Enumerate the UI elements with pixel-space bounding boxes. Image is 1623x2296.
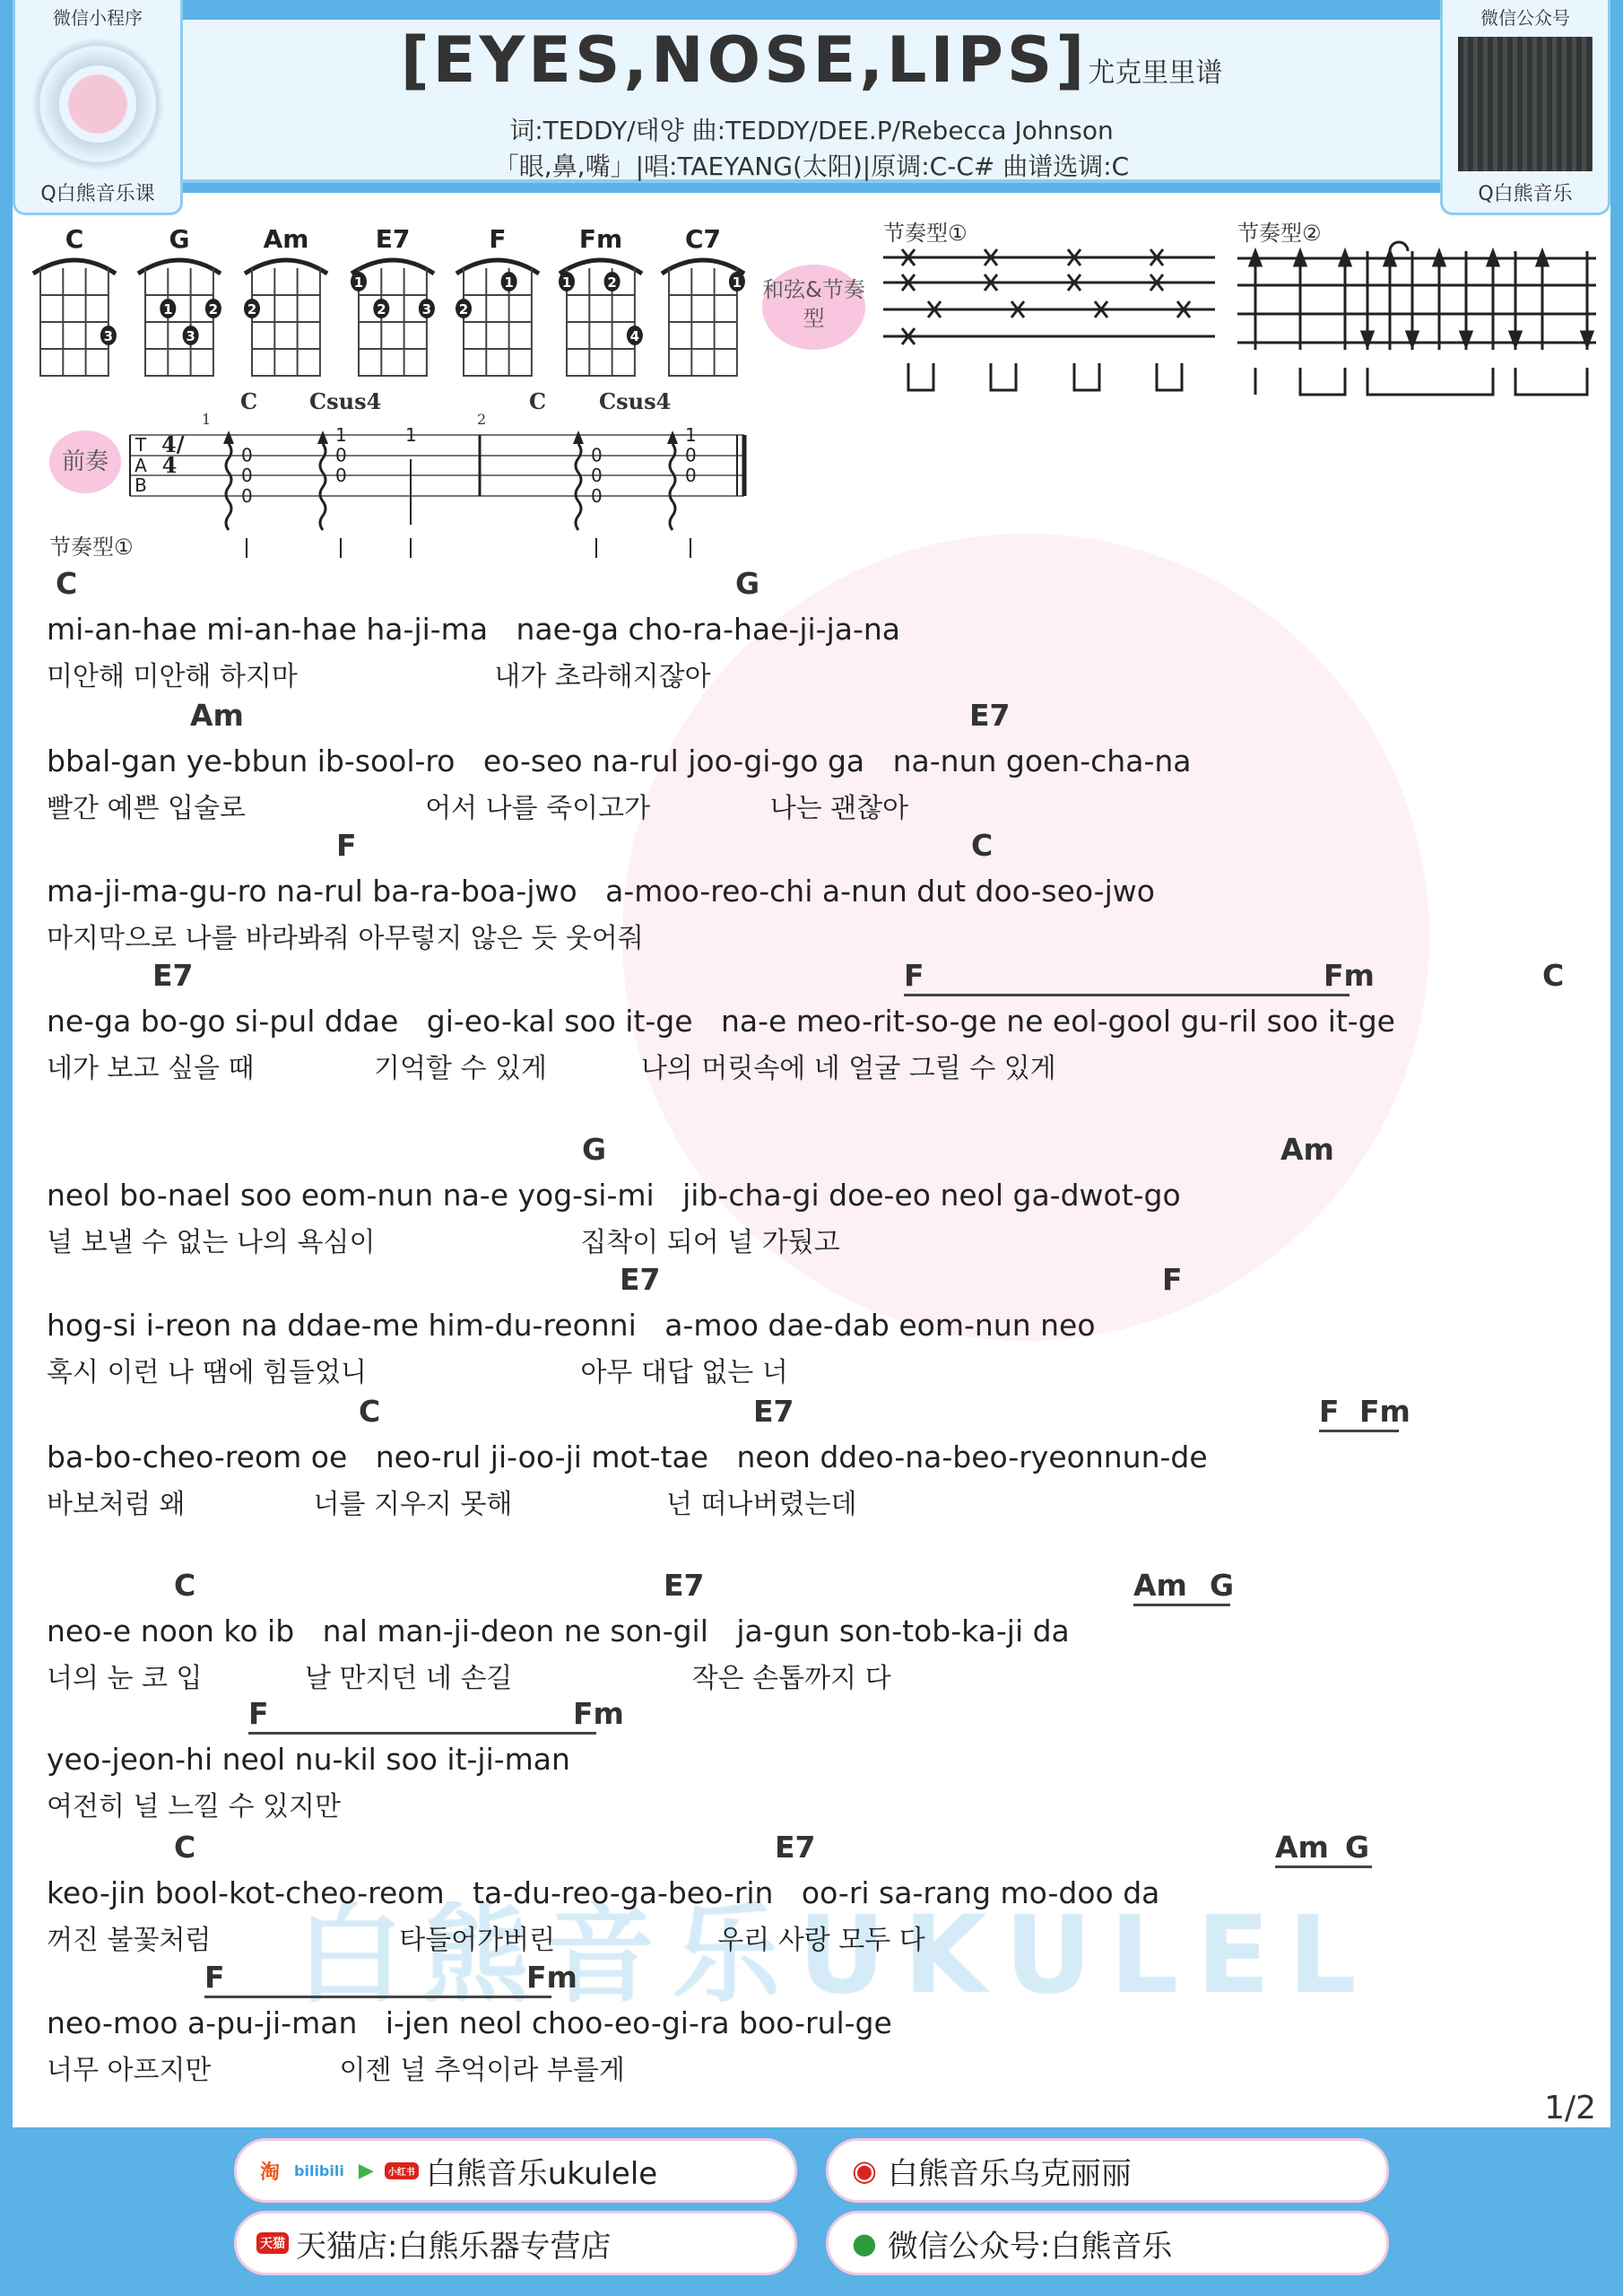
chord-span-underline — [1275, 1866, 1372, 1868]
chord-label: E7 — [152, 958, 194, 993]
arpeggio-icon — [320, 444, 325, 530]
chord-label: C — [971, 828, 994, 863]
miniprogram-qr[interactable] — [13, 0, 183, 215]
wechat-qr[interactable] — [1440, 0, 1610, 215]
up-arrow-icon — [1340, 251, 1350, 265]
qr-caption: Q白熊音乐课 — [40, 183, 155, 205]
chord-label: E7 — [969, 698, 1011, 733]
svg-text:4: 4 — [629, 328, 640, 344]
rhythm-pattern-1 — [879, 247, 1219, 399]
romanized-lyric: mi-an-hae mi-an-hae ha-ji-ma nae-ga cho-ra-hae-ji-ja-na — [47, 612, 901, 647]
intro-badge: 前奏 — [49, 430, 121, 493]
svg-text:1: 1 — [561, 274, 572, 291]
qr-code-icon — [30, 37, 165, 171]
title-panel — [170, 20, 1453, 183]
svg-text:2: 2 — [458, 301, 469, 317]
tab-fret: 0 — [591, 484, 603, 507]
chord-label: E7 — [753, 1394, 794, 1429]
qr-code-icon — [1458, 37, 1593, 171]
social-accounts-pill[interactable] — [234, 2138, 797, 2203]
chord-label: Fm — [1324, 958, 1375, 993]
weibo-account-name: 白熊音乐乌克丽丽 — [887, 2155, 1132, 2192]
down-arrow-icon — [1510, 332, 1521, 346]
measure-number: 1 — [202, 411, 212, 428]
time-signature: 4/4 — [161, 431, 185, 478]
bilibili-icon: bilibili — [294, 2161, 344, 2179]
chord-diagram-F — [453, 256, 542, 381]
romanized-lyric: neo-moo a-pu-ji-man i-jen neol choo-eo-gi-ra boo-rul-ge — [47, 2005, 892, 2040]
tab-fret: 0 — [685, 444, 697, 466]
chord-label: Fm — [1359, 1394, 1410, 1429]
chord-name: C7 — [684, 224, 722, 254]
tab-clef: TAB — [135, 434, 147, 496]
intro-tab — [126, 404, 771, 561]
svg-text:3: 3 — [421, 301, 432, 317]
svg-text:2: 2 — [208, 301, 219, 317]
chord-label: Am — [1275, 1830, 1329, 1865]
intro-chord: C — [240, 388, 258, 414]
chord-label: E7 — [620, 1262, 661, 1297]
chord-label: C — [174, 1568, 196, 1603]
wechat-pill[interactable] — [826, 2211, 1389, 2275]
wechat-account-name: 微信公众号:白熊音乐 — [887, 2228, 1173, 2265]
pattern-note: 节奏型① — [49, 535, 134, 560]
chord-label: F — [248, 1696, 269, 1731]
korean-lyric: 널 보낼 수 없는 나의 욕심이 집착이 되어 널 가뒀고 — [47, 1227, 840, 1258]
credits-line: 词:TEDDY/태양 曲:TEDDY/DEE.P/Rebecca Johnson — [509, 116, 1114, 145]
chord-label: G — [1210, 1568, 1235, 1603]
xiaohongshu-icon: 小红书 — [385, 2162, 419, 2179]
chord-rhythm-badge: 和弦&节奏型 — [762, 265, 865, 350]
svg-text:1: 1 — [504, 274, 514, 291]
korean-lyric: 너무 아프지만 이젠 널 추억이라 부를게 — [47, 2055, 625, 2086]
chord-span-underline — [904, 994, 1350, 996]
up-arrow-icon — [1250, 251, 1261, 265]
qr-caption: Q白熊音乐 — [1478, 183, 1573, 205]
chord-diagram-G — [135, 256, 224, 381]
video-play-icon: ▶ — [358, 2159, 374, 2182]
page-number: 1/2 — [1544, 2090, 1596, 2126]
arpeggio-icon — [576, 444, 581, 530]
up-arrow-icon — [1488, 251, 1498, 265]
song-info-line: 「眼,鼻,嘴」|唱:TAEYANG(太阳)|原调:C-C# 曲谱选调:C — [493, 152, 1130, 181]
chord-diagram-E7 — [348, 256, 438, 381]
chord-label: Am — [1133, 1568, 1187, 1603]
header — [0, 0, 1623, 205]
svg-text:3: 3 — [103, 328, 114, 344]
chord-label: F — [336, 828, 357, 863]
intro-chord: Csus4 — [309, 388, 382, 414]
korean-lyric: 마지막으로 나를 바라봐줘 아무렇지 않은 듯 웃어줘 — [47, 923, 644, 954]
svg-text:2: 2 — [607, 274, 617, 291]
chord-label: Fm — [526, 1960, 577, 1995]
chord-label: F — [904, 958, 924, 993]
korean-lyric: 빨간 예쁜 입술로 어서 나를 죽이고가 나는 괜찮아 — [47, 793, 909, 824]
korean-lyric: 여전히 널 느낄 수 있지만 — [47, 1791, 341, 1822]
svg-text:1: 1 — [732, 274, 742, 291]
chord-name: E7 — [375, 224, 411, 254]
taobao-icon: 淘 — [260, 2161, 281, 2184]
romanized-lyric: hog-si i-reon na ddae-me him-du-reonni a-moo dae-dab eom-nun neo — [47, 1308, 1096, 1343]
chord-name: G — [169, 224, 190, 254]
chord-diagram-C — [30, 256, 119, 381]
korean-lyric: 바보처럼 왜 너를 지우지 못해 넌 떠나버렸는데 — [47, 1489, 857, 1520]
romanized-lyric: ba-bo-cheo-reom oe neo-rul ji-oo-ji mot-tae neon ddeo-na-beo-ryeonnun-de — [47, 1439, 1208, 1474]
chord-label: G — [582, 1132, 607, 1167]
chord-label: E7 — [775, 1830, 816, 1865]
chord-label: C — [1542, 958, 1565, 993]
arpeggio-icon — [226, 444, 231, 530]
tab-fret: 1 — [405, 424, 417, 446]
tab-fret: 0 — [241, 444, 253, 466]
tab-fret: 0 — [591, 465, 603, 487]
down-arrow-icon — [1582, 332, 1593, 346]
tab-fret: 0 — [335, 444, 347, 466]
qr-label: 微信公众号 — [1480, 7, 1570, 29]
korean-lyric: 너의 눈 코 입 날 만지던 네 손길 작은 손톱까지 다 — [47, 1663, 891, 1694]
tab-fret: 0 — [241, 484, 253, 507]
chord-label: Am — [190, 698, 244, 733]
chord-label: C — [359, 1394, 381, 1429]
svg-text:3: 3 — [186, 328, 195, 344]
intro-chord: C — [529, 388, 547, 414]
tab-fret: 0 — [241, 465, 253, 487]
weibo-pill[interactable] — [826, 2138, 1389, 2203]
chord-label: F — [204, 1960, 225, 1995]
chord-label: C — [56, 566, 78, 601]
romanized-lyric: ne-ga bo-go si-pul ddae gi-eo-kal soo it-ge na-e meo-rit-so-ge ne eol-gool gu-ril soo it-ge — [47, 1004, 1395, 1039]
tab-fret: 1 — [685, 424, 697, 446]
rhythm-pattern-2 — [1237, 233, 1596, 399]
romanized-lyric: neol bo-nael soo eom-nun na-e yog-si-mi jib-cha-gi doe-eo neol ga-dwot-go — [47, 1178, 1181, 1213]
chord-label: E7 — [664, 1568, 705, 1603]
up-arrow-icon — [1537, 251, 1548, 265]
tmall-pill[interactable] — [234, 2211, 797, 2275]
down-arrow-icon — [1362, 332, 1373, 346]
chord-name: F — [489, 224, 507, 254]
up-arrow-icon — [1295, 251, 1306, 265]
korean-lyric: 꺼진 불꽃처럼 타들어가버린 우리 사랑 모두 다 — [47, 1925, 925, 1956]
svg-text:2: 2 — [377, 301, 386, 317]
measure-number: 2 — [477, 411, 487, 428]
svg-text:1: 1 — [163, 301, 173, 317]
rhythm-pattern-1-label: 节奏型① — [883, 221, 968, 246]
rhythm-pattern-2-label: 节奏型② — [1237, 221, 1322, 246]
chord-label: Fm — [573, 1696, 624, 1731]
romanized-lyric: ma-ji-ma-gu-ro na-rul ba-ra-boa-jwo a-moo-reo-chi a-nun dut doo-seo-jwo — [47, 874, 1155, 909]
chord-label: Am — [1280, 1132, 1334, 1167]
svg-text:1: 1 — [353, 274, 364, 291]
chord-label: C — [174, 1830, 196, 1865]
title-suffix: 尤克里里谱 — [1088, 57, 1223, 89]
arpeggio-icon — [670, 444, 675, 530]
chord-label: F — [1162, 1262, 1183, 1297]
romanized-lyric: yeo-jeon-hi neol nu-kil soo it-ji-man — [47, 1742, 570, 1777]
chord-name: Fm — [578, 224, 623, 254]
tab-fret: 0 — [591, 444, 603, 466]
chord-span-underline — [1319, 1430, 1399, 1432]
wechat-icon: ● — [852, 2226, 877, 2260]
chord-label: G — [1345, 1830, 1370, 1865]
chord-diagram-C7 — [658, 256, 748, 381]
korean-lyric: 혹시 이런 나 땜에 힘들었니 아무 대답 없는 너 — [47, 1357, 788, 1388]
chord-span-underline — [1133, 1604, 1230, 1606]
chord-label: G — [735, 566, 760, 601]
qr-label: 微信小程序 — [53, 7, 143, 29]
korean-lyric: 네가 보고 싶을 때 기억할 수 있게 나의 머릿속에 네 얼굴 그릴 수 있게 — [47, 1053, 1056, 1084]
chord-label: F — [1319, 1394, 1340, 1429]
chord-diagram-Fm — [556, 256, 646, 381]
romanized-lyric: neo-e noon ko ib nal man-ji-deon ne son-gil ja-gun son-tob-ka-ji da — [47, 1613, 1070, 1648]
tmall-icon: 天猫 — [256, 2232, 289, 2254]
song-title: [EYES,NOSE,LIPS]尤克里里谱 — [400, 23, 1223, 97]
korean-lyric: 미안해 미안해 하지마 내가 초라해지잖아 — [47, 661, 711, 692]
tmall-store-name: 天猫店:白熊乐器专营店 — [296, 2228, 612, 2265]
tab-fret: 0 — [685, 465, 697, 487]
chord-name: Am — [263, 224, 309, 254]
tab-fret: 1 — [335, 424, 347, 446]
chord-span-underline — [204, 1996, 551, 1998]
svg-text:2: 2 — [247, 301, 257, 317]
chord-diagram-Am — [241, 256, 331, 381]
weibo-icon: ◉ — [852, 2153, 877, 2187]
down-arrow-icon — [1461, 332, 1471, 346]
chord-name: C — [65, 224, 84, 254]
romanized-lyric: keo-jin bool-kot-cheo-reom ta-du-reo-ga-beo-rin oo-ri sa-rang mo-doo da — [47, 1875, 1160, 1910]
intro-chord: Csus4 — [599, 388, 672, 414]
social-account-name: 白熊音乐ukulele — [425, 2155, 658, 2192]
down-arrow-icon — [1407, 332, 1418, 346]
romanized-lyric: bbal-gan ye-bbun ib-sool-ro eo-seo na-rul joo-gi-go ga na-nun goen-cha-na — [47, 744, 1192, 778]
tab-fret: 0 — [335, 465, 347, 487]
chord-span-underline — [248, 1732, 596, 1735]
up-arrow-icon — [1434, 251, 1445, 265]
up-arrow-icon — [1384, 251, 1395, 265]
